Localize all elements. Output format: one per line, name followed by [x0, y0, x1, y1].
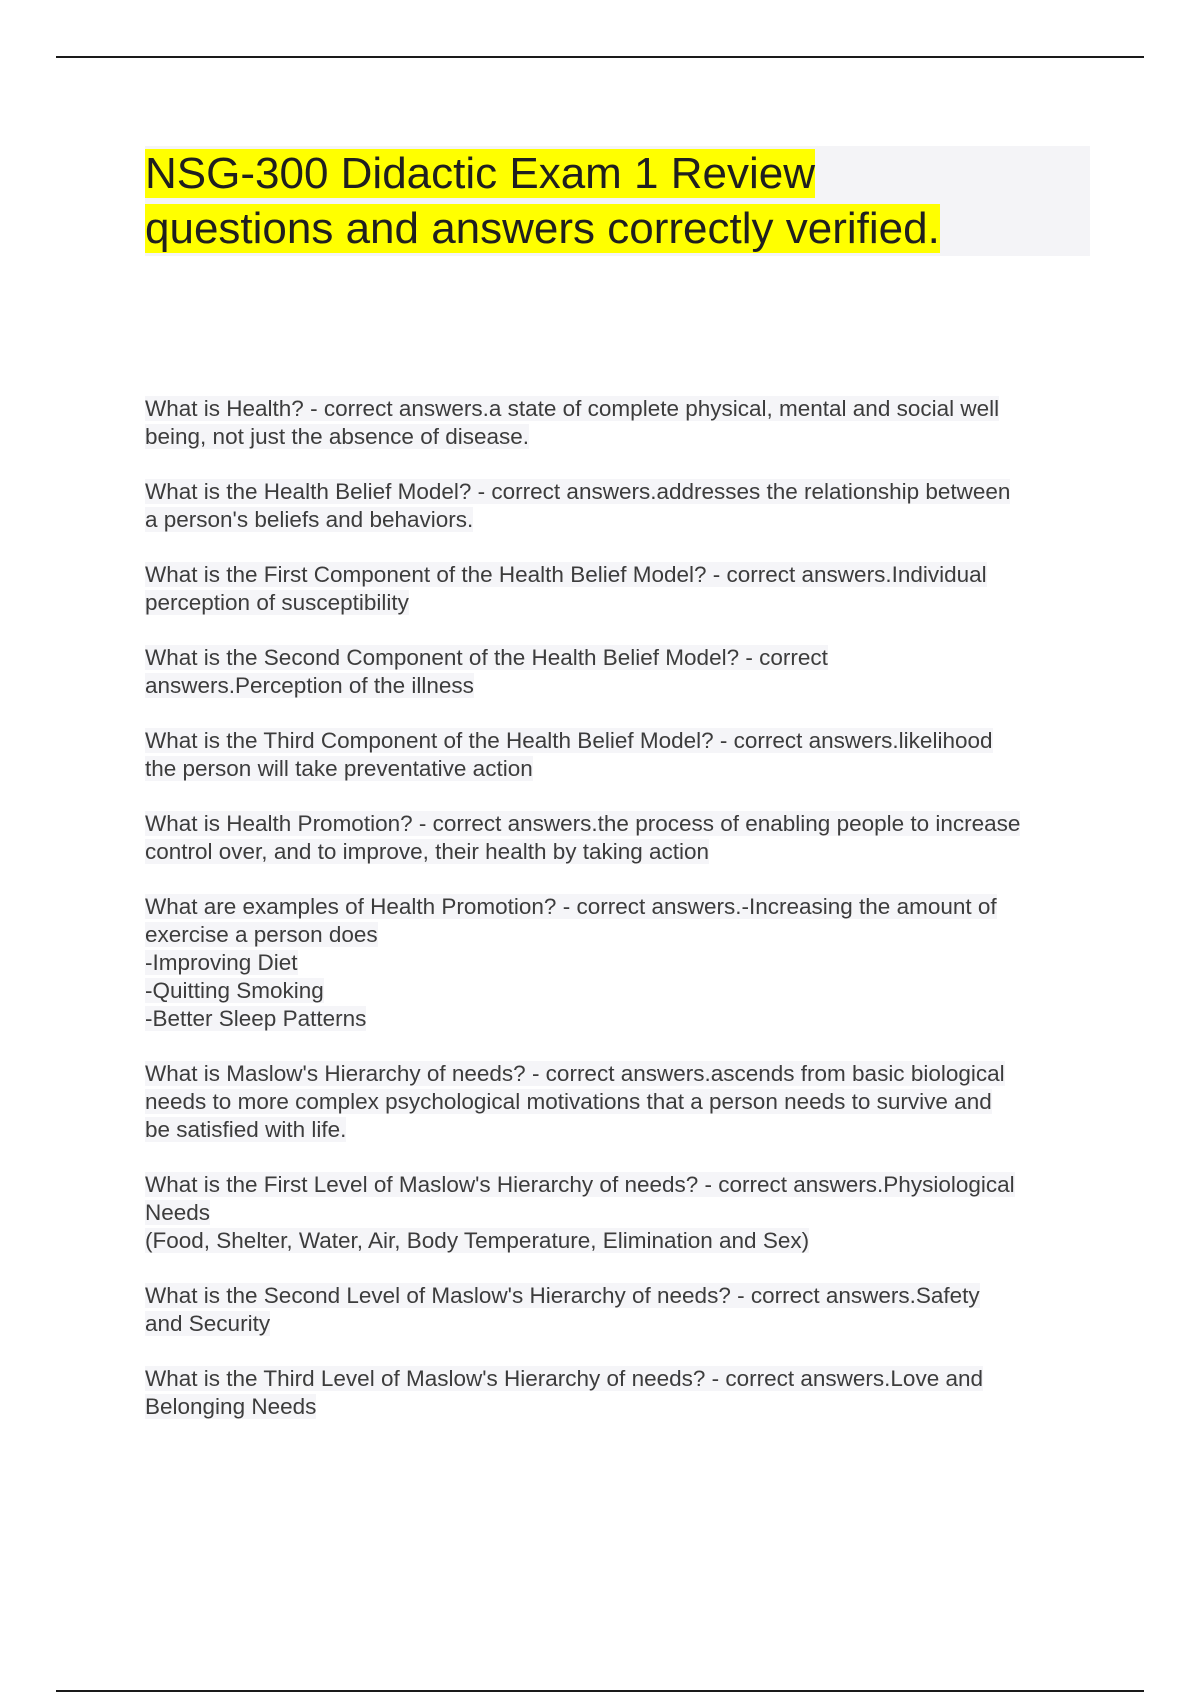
qa-line-text: -Better Sleep Patterns: [145, 1006, 367, 1031]
qa-line-text: What is Health? - correct answers.a state of complete physical, mental and social well: [145, 396, 1000, 421]
qa-line: [145, 561, 1095, 589]
qa-line-text: What is Health Promotion? - correct answers.the process of enabling people to increase: [145, 811, 1021, 836]
qa-line: [145, 810, 1095, 838]
qa-line: [145, 1116, 1095, 1144]
qa-line-text: What is the Second Level of Maslow's Hierarchy of needs? - correct answers.Safety: [145, 1283, 980, 1308]
qa-line: [145, 1393, 1095, 1421]
qa-line-text: answers.Perception of the illness: [145, 673, 474, 698]
top-rule: [56, 56, 1144, 58]
qa-line-text: (Food, Shelter, Water, Air, Body Temperature, Elimination and Sex): [145, 1228, 810, 1253]
qa-item: [145, 1365, 1095, 1421]
document-title: [145, 146, 1090, 256]
qa-line: [145, 1171, 1095, 1199]
qa-line: [145, 478, 1095, 506]
qa-line: [145, 1199, 1095, 1227]
qa-line: [145, 977, 1095, 1005]
qa-line-text: What is Maslow's Hierarchy of needs? - correct answers.ascends from basic biological: [145, 1061, 1005, 1086]
qa-line-text: the person will take preventative action: [145, 756, 533, 781]
qa-line-text: needs to more complex psychological motivations that a person needs to survive and: [145, 1089, 992, 1114]
qa-line: [145, 755, 1095, 783]
qa-line-text: Needs: [145, 1200, 211, 1225]
qa-item: [145, 727, 1095, 783]
qa-line: [145, 1005, 1095, 1033]
bottom-rule: [56, 1690, 1144, 1692]
qa-line: [145, 838, 1095, 866]
qa-line-text: -Improving Diet: [145, 950, 298, 975]
qa-line: [145, 1365, 1095, 1393]
qa-line-text: What is the Third Level of Maslow's Hierarchy of needs? - correct answers.Love and: [145, 1366, 984, 1391]
qa-line: [145, 727, 1095, 755]
qa-line: [145, 1282, 1095, 1310]
qa-line-text: perception of susceptibility: [145, 590, 409, 615]
qa-line: [145, 423, 1095, 451]
qa-line-text: be satisfied with life.: [145, 1117, 347, 1142]
qa-line-text: Belonging Needs: [145, 1394, 317, 1419]
qa-item: [145, 395, 1095, 451]
qa-line-text: exercise a person does: [145, 922, 378, 947]
qa-item: [145, 478, 1095, 534]
qa-line: [145, 949, 1095, 977]
qa-line: [145, 1088, 1095, 1116]
qa-line-text: What is the Third Component of the Health Belief Model? - correct answers.likelihood: [145, 728, 993, 753]
qa-item: [145, 561, 1095, 617]
qa-line: [145, 1310, 1095, 1338]
qa-line: [145, 893, 1095, 921]
qa-line: [145, 1227, 1095, 1255]
title-line-2: questions and answers correctly verified.: [145, 204, 940, 253]
qa-line-text: What is the First Level of Maslow's Hierarchy of needs? - correct answers.Physiological: [145, 1172, 1015, 1197]
title-block: [145, 146, 1090, 256]
qa-line: [145, 921, 1095, 949]
qa-line-text: and Security: [145, 1311, 271, 1336]
qa-item: [145, 1060, 1095, 1144]
qa-line-text: control over, and to improve, their health by taking action: [145, 839, 710, 864]
qa-item: [145, 1282, 1095, 1338]
qa-item: [145, 810, 1095, 866]
qa-line-text: What is the Second Component of the Health Belief Model? - correct: [145, 645, 828, 670]
qa-line-text: What is the Health Belief Model? - correct answers.addresses the relationship between: [145, 479, 1011, 504]
qa-line-text: What are examples of Health Promotion? - correct answers.-Increasing the amount of: [145, 894, 997, 919]
qa-line: [145, 395, 1095, 423]
qa-item: [145, 893, 1095, 1033]
qa-item: [145, 1171, 1095, 1255]
qa-line-text: What is the First Component of the Health Belief Model? - correct answers.Individual: [145, 562, 987, 587]
qa-list: [145, 395, 1095, 1448]
qa-line: [145, 589, 1095, 617]
qa-line-text: being, not just the absence of disease.: [145, 424, 530, 449]
qa-line: [145, 506, 1095, 534]
qa-line: [145, 672, 1095, 700]
qa-line-text: -Quitting Smoking: [145, 978, 324, 1003]
qa-line: [145, 1060, 1095, 1088]
title-line-1: NSG-300 Didactic Exam 1 Review: [145, 149, 816, 198]
qa-line: [145, 644, 1095, 672]
qa-line-text: a person's beliefs and behaviors.: [145, 507, 474, 532]
qa-item: [145, 644, 1095, 700]
